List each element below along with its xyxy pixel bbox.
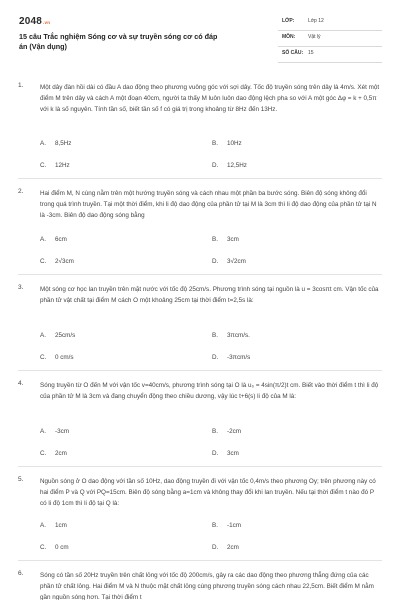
option-letter: A. — [40, 236, 46, 243]
option-c[interactable] — [40, 544, 69, 551]
brand-name: 2048 — [19, 16, 43, 27]
option-letter: B. — [212, 332, 218, 339]
option-d[interactable] — [212, 544, 239, 551]
option-c[interactable] — [40, 450, 67, 457]
meta-value: Lớp 12 — [308, 18, 324, 24]
option-text: -2cm — [227, 428, 241, 435]
option-letter: C. — [40, 162, 47, 169]
option-text: 2cm — [55, 450, 67, 457]
option-letter: B. — [212, 522, 218, 529]
brand-domain: .vn — [43, 20, 51, 25]
option-b[interactable] — [212, 522, 241, 529]
option-letter: B. — [212, 236, 218, 243]
option-text: 8,5Hz — [55, 140, 72, 147]
meta-value: 15 — [308, 50, 314, 56]
option-a[interactable] — [40, 332, 75, 339]
meta-value: Vật lý — [308, 34, 321, 40]
option-letter: A. — [40, 332, 46, 339]
question-text: Một dây đàn hồi dài có đầu A dao động theo phương vuông góc với sợi dây. Tốc độ truyền sóng trên dây là 4m/s. Xét một điểm M trên dây và cách A một đoạn 40cm, người ta thấy M luôn luôn dao động lệch pha so với A một góc Δφ = k + 0,5π với k là số nguyên. Tính tần số, biết tần số f có giá trị trong khoảng từ 8Hz đến 13Hz. — [40, 84, 380, 113]
option-letter: D. — [212, 162, 219, 169]
option-letter: A. — [40, 140, 46, 147]
option-text: 10Hz — [227, 140, 242, 147]
option-letter: D. — [212, 258, 219, 265]
meta-table — [278, 15, 382, 63]
option-d[interactable] — [212, 354, 250, 361]
option-text: 6cm — [55, 236, 67, 243]
option-text: -1cm — [227, 522, 241, 529]
option-text: -3πcm/s — [227, 354, 251, 361]
option-b[interactable] — [212, 140, 242, 147]
option-letter: A. — [40, 428, 46, 435]
question-text: Một sóng cơ học lan truyền trên mặt nước với tốc độ 25cm/s. Phương trình sóng tại nguồn là u = 3cosπt cm. Vận tốc của phần tử vật chất tại điểm M cách O một khoảng 25cm tại thời điểm t=2,5s là: — [40, 286, 379, 304]
meta-key: LỚP: — [282, 18, 295, 24]
question-number: 1. — [18, 82, 24, 89]
option-text: -3cm — [55, 428, 69, 435]
option-text: 2√3cm — [55, 258, 74, 265]
divider — [18, 178, 382, 179]
meta-row-subject — [278, 31, 382, 47]
option-letter: D. — [212, 450, 219, 457]
option-letter: D. — [212, 354, 219, 361]
question-number: 4. — [18, 380, 24, 387]
option-letter: C. — [40, 258, 47, 265]
question-number: 5. — [18, 476, 24, 483]
question-number: 3. — [18, 284, 24, 291]
question-text: Sóng truyền từ O đến M với vận tốc v=40cm/s, phương trình sóng tại O là u₀ = 4sin(π/2)t cm. Biết vào thời điểm t thì li độ của phần tử M là 3cm và đang chuyển động theo chiều dương, vậy lúc t+6(s) li độ của M là: — [40, 382, 379, 400]
option-c[interactable] — [40, 258, 74, 265]
option-letter: C. — [40, 450, 47, 457]
option-d[interactable] — [212, 258, 246, 265]
option-text: 3√2cm — [227, 258, 246, 265]
option-letter: C. — [40, 544, 47, 551]
question-text: Nguồn sóng ở O dao động với tần số 10Hz, dao động truyền đi với vận tốc 0,4m/s theo phương Oy; trên phương này có hai điểm P và Q với PQ=15cm. Biên độ sóng bằng a=1cm và không thay đổi khi lan truyền. Nếu tại thời điểm t nào đó P có li độ 1cm thì li độ tại Q là: — [40, 478, 376, 507]
option-text: 3πcm/s. — [227, 332, 250, 339]
option-text: 3cm — [227, 236, 239, 243]
question-number: 2. — [18, 188, 24, 195]
option-b[interactable] — [212, 332, 250, 339]
page-title: 15 câu Trắc nghiệm Sóng cơ và sự truyền sóng cơ có đáp án (Vận dụng) — [19, 32, 218, 51]
option-text: 0 cm — [55, 544, 69, 551]
option-a[interactable] — [40, 428, 69, 435]
divider — [18, 466, 382, 467]
option-a[interactable] — [40, 522, 67, 529]
divider — [18, 274, 382, 275]
option-b[interactable] — [212, 236, 239, 243]
option-text: 3cm — [227, 450, 239, 457]
question-text: Sóng có tần số 20Hz truyền trên chất lỏng với tốc độ 200cm/s, gây ra các dao động theo phương thẳng đứng của các phần tử chất lỏng. Hai điểm M và N thuộc mặt chất lỏng cùng phương truyền sóng cách nhau 22,5cm. Biết điểm M nằm gần nguồn sóng hơn. Tại thời điểm t — [40, 572, 374, 600]
divider — [18, 370, 382, 371]
option-letter: C. — [40, 354, 47, 361]
meta-key: SỐ CÂU: — [282, 50, 304, 56]
meta-row-count — [278, 47, 382, 63]
option-a[interactable] — [40, 236, 67, 243]
option-d[interactable] — [212, 450, 239, 457]
option-d[interactable] — [212, 162, 247, 169]
option-text: 1cm — [55, 522, 67, 529]
option-letter: B. — [212, 428, 218, 435]
option-b[interactable] — [212, 428, 241, 435]
option-letter: B. — [212, 140, 218, 147]
option-c[interactable] — [40, 354, 74, 361]
option-letter: A. — [40, 522, 46, 529]
meta-key: MÔN: — [282, 34, 296, 40]
option-text: 25cm/s — [55, 332, 76, 339]
option-text: 12,5Hz — [227, 162, 247, 169]
option-a[interactable] — [40, 140, 71, 147]
option-letter: D. — [212, 544, 219, 551]
divider — [18, 560, 382, 561]
option-text: 2cm — [227, 544, 239, 551]
question-number: 6. — [18, 570, 24, 577]
header — [0, 0, 400, 62]
option-text: 12Hz — [55, 162, 70, 169]
option-c[interactable] — [40, 162, 70, 169]
question-text: Hai điểm M, N cùng nằm trên một hướng truyền sóng và cách nhau một phần ba bước sóng. Biên độ sóng không đổi trong quá trình truyền. Tại một thời điểm, khi li độ dao động của phần tử tại M là 3cm thì li độ dao động của phần tử tại N là -3cm. Biên độ dao động sóng bằng — [40, 190, 377, 219]
option-text: 0 cm/s — [55, 354, 74, 361]
brand-logo[interactable] — [19, 16, 50, 27]
meta-row-class — [278, 15, 382, 31]
